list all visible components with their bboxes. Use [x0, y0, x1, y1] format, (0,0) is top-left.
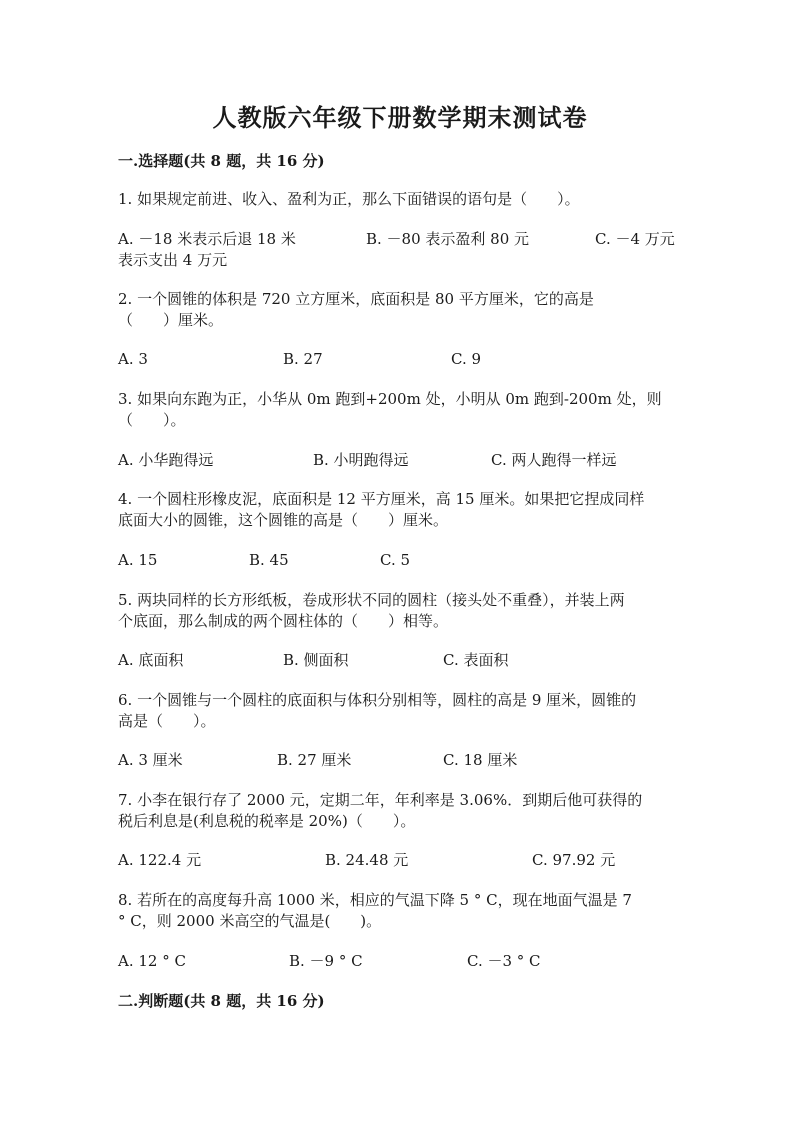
question-3-text-line-2: （ ）。	[118, 411, 186, 429]
question-2-option-c: C. 9	[451, 350, 482, 368]
question-1-text: 1. 如果规定前进、收入、盈利为正，那么下面错误的语句是（ ）。	[118, 190, 580, 208]
section-heading-judgement: 二.判断题(共 8 题，共 16 分)	[118, 992, 325, 1010]
question-3-option-c: C. 两人跑得一样远	[491, 451, 617, 469]
question-5-option-c: C. 表面积	[443, 651, 509, 669]
question-8-option-c: C. －3 ° C	[467, 952, 541, 970]
question-7-option-b: B. 24.48 元	[325, 851, 409, 869]
question-6-option-c: C. 18 厘米	[443, 751, 518, 769]
question-4-option-a: A. 15	[118, 551, 158, 569]
question-1-option-a: A. －18 米表示后退 18 米	[118, 230, 296, 248]
question-6-option-a: A. 3 厘米	[118, 751, 183, 769]
question-4-option-b: B. 45	[249, 551, 289, 569]
question-8-text-line-2: ° C，则 2000 米高空的气温是( )。	[118, 912, 382, 930]
question-7-option-a: A. 122.4 元	[118, 851, 202, 869]
question-4-text-line-2: 底面大小的圆锥，这个圆锥的高是（ ）厘米。	[118, 511, 449, 529]
question-2-text-line-2: （ ）厘米。	[118, 311, 224, 329]
question-7-text-line-2: 税后利息是(利息税的税率是 20%)（ ）。	[118, 812, 416, 830]
question-3-option-b: B. 小明跑得远	[313, 451, 409, 469]
section-heading-choice: 一.选择题(共 8 题，共 16 分)	[118, 152, 325, 170]
question-5-text-line-2: 个底面，那么制成的两个圆柱体的（ ）相等。	[118, 612, 449, 630]
question-6-option-b: B. 27 厘米	[277, 751, 352, 769]
question-2-text-line-1: 2. 一个圆锥的体积是 720 立方厘米，底面积是 80 平方厘米，它的高是	[118, 290, 594, 308]
question-1-option-b: B. －80 表示盈利 80 元	[366, 230, 530, 248]
question-1-option-c-continued: 表示支出 4 万元	[118, 251, 228, 269]
question-6-text-line-2: 高是（ ）。	[118, 712, 216, 730]
question-8-option-b: B. －9 ° C	[289, 952, 363, 970]
question-4-option-c: C. 5	[380, 551, 411, 569]
question-2-option-b: B. 27	[283, 350, 323, 368]
question-7-option-c: C. 97.92 元	[532, 851, 616, 869]
question-3-text-line-1: 3. 如果向东跑为正，小华从 0m 跑到+200m 处，小明从 0m 跑到-200m 处，则	[118, 390, 662, 408]
question-8-option-a: A. 12 ° C	[118, 952, 186, 970]
question-5-option-a: A. 底面积	[118, 651, 184, 669]
question-4-text-line-1: 4. 一个圆柱形橡皮泥，底面积是 12 平方厘米，高 15 厘米。如果把它捏成同样	[118, 490, 645, 508]
question-3-option-a: A. 小华跑得远	[118, 451, 214, 469]
question-5-option-b: B. 侧面积	[283, 651, 349, 669]
page-title: 人教版六年级下册数学期末测试卷	[212, 103, 588, 132]
question-5-text-line-1: 5. 两块同样的长方形纸板，卷成形状不同的圆柱（接头处不重叠），并装上两	[118, 591, 625, 609]
question-6-text-line-1: 6. 一个圆锥与一个圆柱的底面积与体积分别相等，圆柱的高是 9 厘米，圆锥的	[118, 691, 637, 709]
question-7-text-line-1: 7. 小李在银行存了 2000 元，定期二年，年利率是 3.06%．到期后他可获得的	[118, 791, 643, 809]
question-1-option-c: C. －4 万元	[595, 230, 675, 248]
question-2-option-a: A. 3	[118, 350, 148, 368]
question-8-text-line-1: 8. 若所在的高度每升高 1000 米，相应的气温下降 5 ° C，现在地面气温是 7	[118, 891, 632, 909]
